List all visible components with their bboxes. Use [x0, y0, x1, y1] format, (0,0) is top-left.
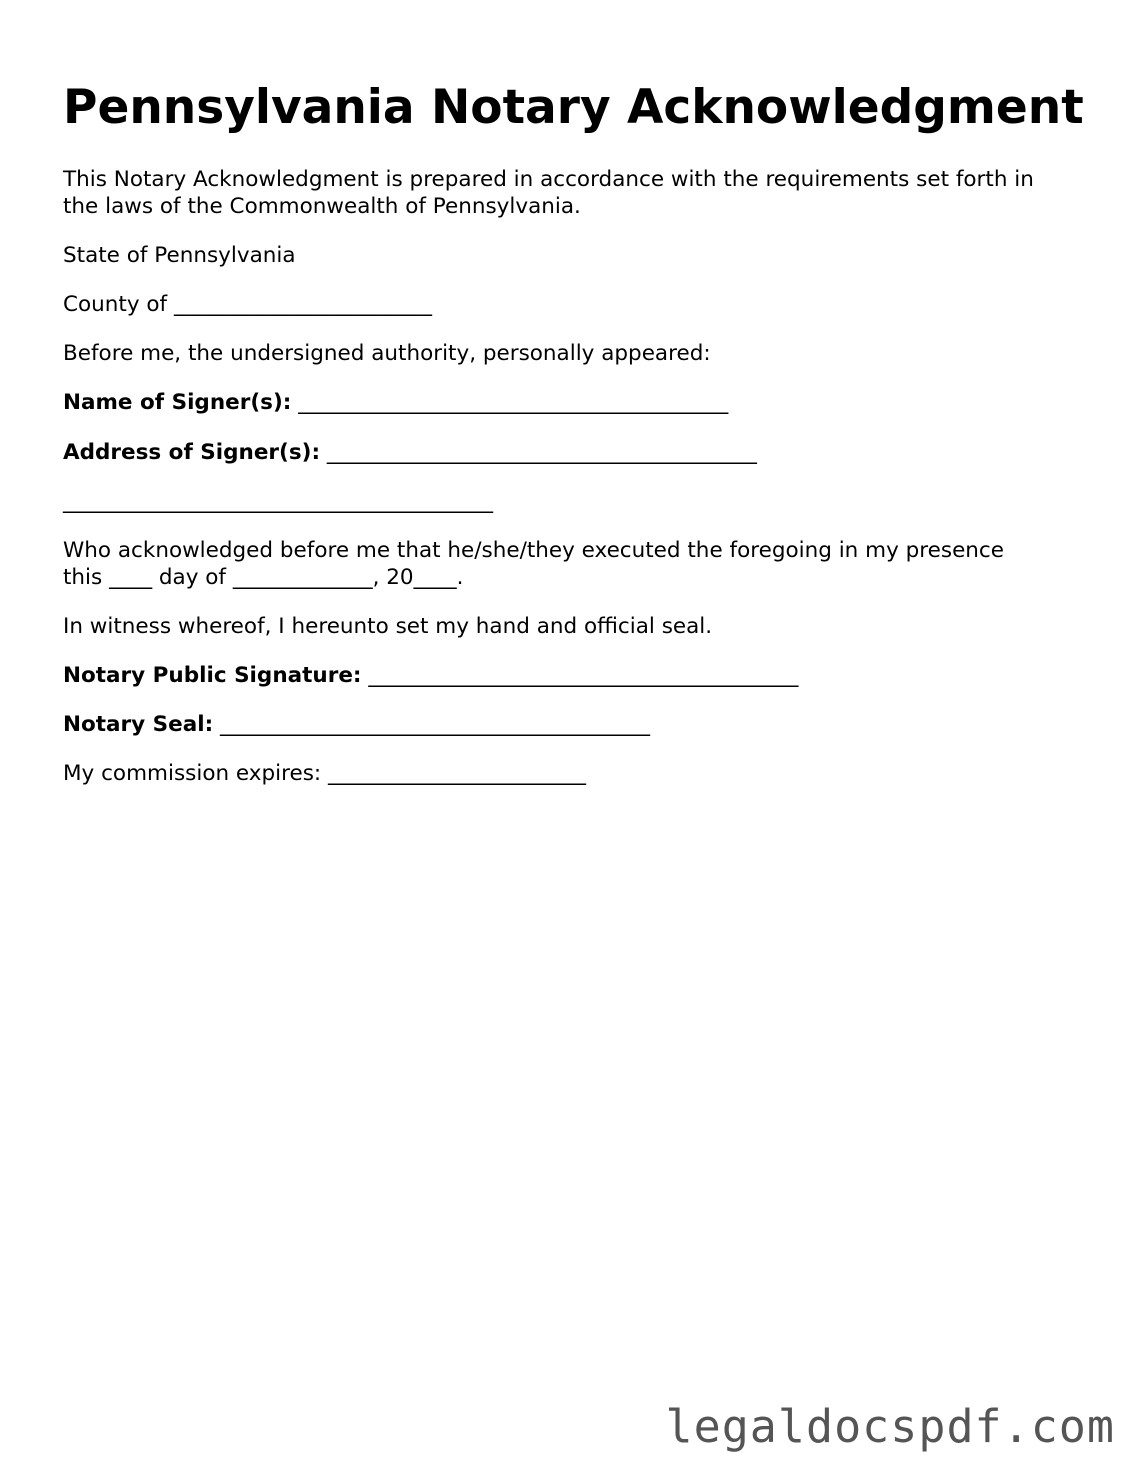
notary-signature-row	[63, 662, 798, 689]
appeared-line: Before me, the undersigned authority, personally appeared:	[63, 341, 711, 366]
watermark: legaldocspdf.com	[665, 1400, 1115, 1453]
commission-label: My commission expires:	[63, 761, 322, 786]
intro-line-2: the laws of the Commonwealth of Pennsylvania.	[63, 194, 581, 219]
notary-seal-label: Notary Seal:	[63, 712, 214, 737]
signer-name-row	[63, 389, 728, 416]
county-blank: ________________________	[173, 292, 432, 317]
witness-line: In witness whereof, I hereunto set my hand and official seal.	[63, 614, 713, 639]
notary-signature-label: Notary Public Signature:	[63, 663, 362, 688]
commission-row	[63, 760, 586, 787]
county-row	[63, 291, 432, 318]
notary-seal-blank: ________________________________________	[220, 712, 651, 737]
intro-line-1: This Notary Acknowledgment is prepared in accordance with the requirements set forth in	[63, 167, 1034, 192]
signer-name-blank: ________________________________________	[298, 390, 729, 415]
county-label: County of	[63, 292, 168, 317]
commission-blank: ________________________	[328, 761, 587, 786]
state-line: State of Pennsylvania	[63, 243, 296, 268]
notary-signature-blank: ________________________________________	[368, 663, 799, 688]
signer-address-blank: ________________________________________	[326, 440, 757, 465]
signer-address-row	[63, 439, 757, 466]
notary-seal-row	[63, 711, 650, 738]
page-title: Pennsylvania Notary Acknowledgment	[63, 80, 1084, 135]
address-extra-blank: ________________________________________	[63, 489, 493, 514]
signer-address-label: Address of Signer(s):	[63, 440, 321, 465]
signer-name-label: Name of Signer(s):	[63, 390, 292, 415]
ack-line-1: Who acknowledged before me that he/she/they executed the foregoing in my presence	[63, 538, 1004, 563]
ack-line-2: this ____ day of _____________, 20____.	[63, 565, 464, 590]
